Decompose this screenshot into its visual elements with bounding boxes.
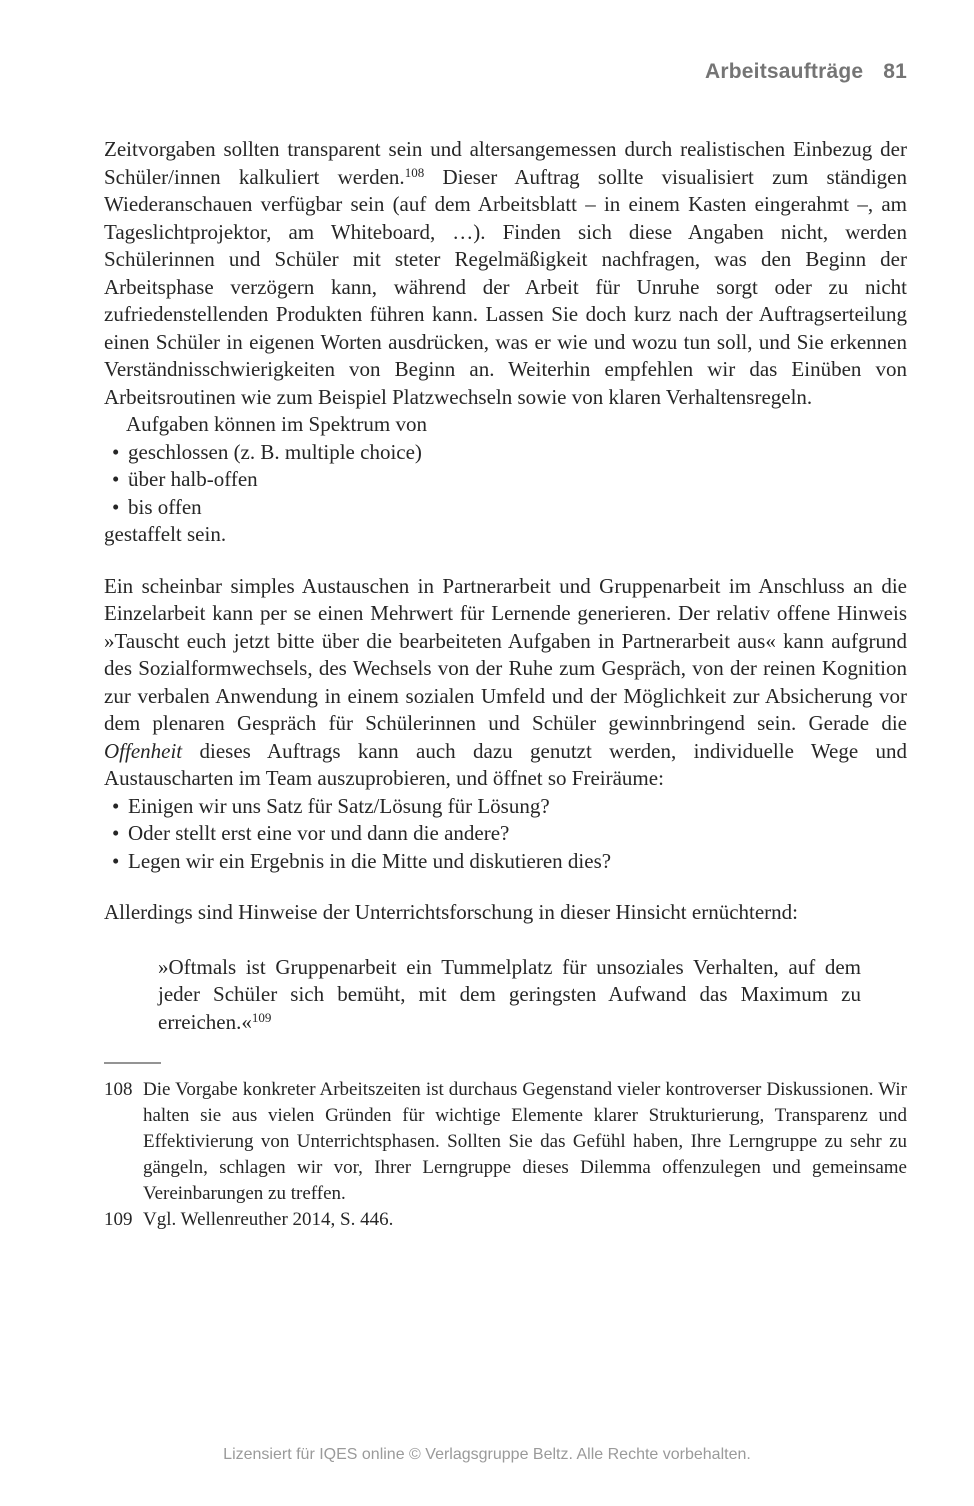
- list-item: [104, 793, 907, 821]
- paragraph-time-limits: [104, 136, 907, 411]
- question-bullet-list: [104, 793, 907, 876]
- bullet-icon: [112, 439, 119, 467]
- paragraph-text: Dieser Auftrag sollte visualisiert zum ständigen Wiederanschauen verfügbar sein (auf dem Arbeitsblatt – in einem Kasten eingerahmt –, am Tageslichtprojektor, am Whiteboard, …). Finden sich diese Angaben nicht, werden Schülerinnen und Schüler mit steter Regelmäßigkeit nachfragen, was den Beginn der Arbeitsphase verzögern kann, während der Arbeit für Unruhe sorgt oder zu nicht zufriedenstellenden Produkten führen kann. Lassen Sie doch kurz nach der Auftragserteilung einen Schüler in eigenen Worten ausdrücken, was er wie und wozu tun soll, und Sie erkennen Verständnisschwierigkeiten von Beginn an. Weiterhin empfehlen wir das Einüben von Arbeitsroutinen wie zum Beispiel Platzwechseln sowie von klaren Verhaltensregeln.: [104, 164, 907, 409]
- footnote-reference-109: 109: [251, 1009, 272, 1025]
- list-item-text: Legen wir ein Ergebnis in die Mitte und diskutieren dies?: [128, 848, 612, 873]
- spectrum-list-outro: gestaffelt sein.: [104, 522, 227, 546]
- page-footer: [0, 1446, 974, 1464]
- footnote-separator: [104, 1062, 161, 1064]
- footnote-text: Die Vorgabe konkreter Arbeitszeiten ist durchaus Gegenstand vieler kontroverser Diskussionen. Wir halten sie aus vielen Gründen für wichtige Elemente klarer Strukturierung, Transparenz und Effektivierung von Unterrichtsphasen. Sollten Sie das Gefühl haben, Ihre Lerngruppe zu sehr zu gängeln, schlagen wir vor, Ihrer Lerngruppe dieses Dilemma offenzulegen und gemeinsame Vereinbarungen zu treffen.: [143, 1079, 907, 1204]
- block-quote: [158, 954, 861, 1037]
- list-item-text: bis offen: [128, 494, 202, 519]
- paragraph-partner-work: [104, 573, 907, 793]
- footnote-number: 109: [104, 1209, 133, 1230]
- page-number: 81: [883, 60, 907, 83]
- text-column: [104, 136, 907, 1233]
- footnote-reference-108: 108: [404, 164, 425, 180]
- footnote-text: Vgl. Wellenreuther 2014, S. 446.: [143, 1209, 394, 1230]
- list-item: [104, 439, 907, 467]
- spectrum-list-intro: Aufgaben können im Spektrum von: [126, 412, 427, 436]
- license-text: Lizensiert für IQES online © Verlagsgruppe Beltz. Alle Rechte vorbehalten.: [223, 1446, 751, 1463]
- spectrum-bullet-list: [104, 439, 907, 522]
- footnote-item: [104, 1207, 907, 1233]
- footnote-number: 108: [104, 1079, 133, 1100]
- bullet-icon: [112, 848, 119, 876]
- list-item: [104, 494, 907, 522]
- list-item: [104, 848, 907, 876]
- paragraph-text: dieses Auftrags kann auch dazu genutzt werden, individuelle Wege und Austauscharten im Team auszuprobieren, und öffnet so Freiräume:: [104, 738, 907, 790]
- list-item: [104, 466, 907, 494]
- running-head: [104, 60, 907, 84]
- bullet-icon: [112, 820, 119, 848]
- list-item-text: über halb-offen: [128, 467, 258, 491]
- list-item-text: Oder stellt erst eine vor und dann die andere?: [128, 821, 510, 845]
- bullet-icon: [112, 793, 119, 821]
- bullet-icon: [112, 494, 119, 522]
- list-item-text: geschlossen (z. B. multiple choice): [128, 439, 422, 464]
- paragraph-research-note: Allerdings sind Hinweise der Unterrichtsforschung in dieser Hinsicht ernüchternd:: [104, 900, 798, 924]
- footnote-item: [104, 1077, 907, 1207]
- paragraph-text: Ein scheinbar simples Austauschen in Partnerarbeit und Gruppenarbeit im Anschluss an die Einzelarbeit kann per se einen Mehrwert für Lernende generieren. Der relativ offene Hinweis »Tauscht euch jetzt bitte über die bearbeiteten Aufgaben in Partnerarbeit aus« kann aufgrund des Sozialformwechsels, des Wechsels von der Ruhe zum Gespräch, von der reinen Kognition zur verbalen Anwendung in einem sozialen Umfeld und der Möglichkeit zur Absicherung vor dem plenaren Gespräch für Schülerinnen und Schüler gewinnbringend sein. Gerade die: [104, 573, 907, 735]
- paragraph-text: Zeitvorgaben sollten transparent sein und altersangemessen durch realistischen Einbezug der Schüler/innen kalkuliert werden.: [104, 137, 907, 189]
- footnotes-block: [104, 1077, 907, 1233]
- section-title: Arbeitsaufträge: [705, 60, 864, 83]
- emphasized-word: Offenheit: [104, 738, 183, 763]
- quote-text: »Oftmals ist Gruppenarbeit ein Tummelplatz für unsoziales Verhalten, auf dem jeder Schüler sich bemüht, mit dem geringsten Aufwand das Maximum zu erreichen.«: [158, 954, 861, 1034]
- list-item: [104, 820, 907, 848]
- list-item-text: Einigen wir uns Satz für Satz/Lösung für Lösung?: [128, 793, 550, 818]
- bullet-icon: [112, 466, 119, 494]
